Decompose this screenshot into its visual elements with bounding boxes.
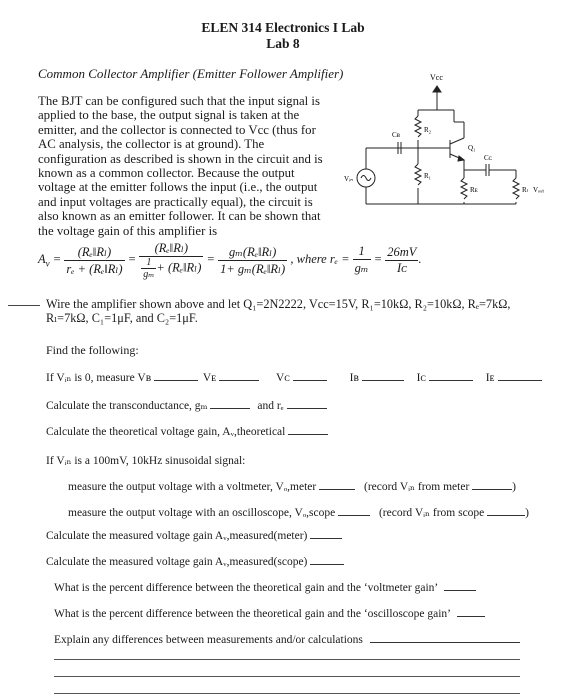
close-paren: ) bbox=[512, 481, 517, 493]
percent-diff-voltmeter-row bbox=[54, 582, 476, 594]
percent-diff-oscilloscope-question: What is the percent difference between the theoretical gain and the ‘oscilloscope gain’ bbox=[54, 608, 451, 620]
ve-label: Vᴇ bbox=[202, 372, 217, 384]
measured-gain-scope-row bbox=[46, 556, 344, 568]
answer-line[interactable] bbox=[54, 676, 520, 677]
vin-label: Vᵢₙ bbox=[344, 175, 353, 183]
re-question: and rₑ bbox=[257, 400, 284, 412]
voltage-gain-equation: $A_v$ = $\frac{\text{(Rₑ‖Rₗ)}}{\text{rₑ + (Rₑ‖Rₗ)}}$ = (Rₑ‖Rₗ) $\frac{1}{\text{gₘ}}$ + (Rₑ‖Rₗ) = $\frac{\text{gₘ(Rₑ‖Rₗ)}}{\text{1+ gₘ(Rₑ‖Rₗ)}}$ , where rₑ = $\frac{1}{\text{gₘ}}$ = $\frac{26mV}{\text{Iᴄ}}$ . bbox=[38, 241, 422, 280]
answer-line[interactable] bbox=[54, 659, 520, 660]
gain-subscript: v bbox=[45, 258, 50, 269]
one-over-gm-numerator: 1 bbox=[141, 257, 156, 269]
fraction-1 bbox=[64, 244, 124, 277]
intro-line: voltage at the emitter follows the input (i.e., the output bbox=[38, 180, 318, 195]
measured-gain-meter-blank[interactable] bbox=[310, 537, 342, 539]
re-fraction-1 bbox=[353, 244, 371, 276]
intro-line: AC analysis, the collector is at ground). The bbox=[38, 137, 265, 152]
vin-scope-record: (record Vᵢₙ from scope bbox=[378, 507, 485, 519]
percent-diff-voltmeter-blank[interactable] bbox=[444, 589, 476, 591]
explain-differences-question: Explain any differences between measurements and/or calculations bbox=[54, 634, 363, 646]
intro-line: emitter, and the collector is connected to Vcc (thus for bbox=[38, 122, 316, 137]
re-answer-blank[interactable] bbox=[287, 407, 327, 409]
vin-meter-record: (record Vᵢₙ from meter bbox=[363, 481, 470, 493]
intro-line: configuration as described is shown in the circuit and is bbox=[38, 151, 323, 166]
vc-label: Vᴄ bbox=[276, 372, 290, 384]
voltmeter-answer-blank[interactable] bbox=[319, 488, 355, 490]
re-label: Rᴇ bbox=[470, 186, 478, 194]
ie-answer-blank[interactable] bbox=[498, 379, 542, 381]
close-paren: ) bbox=[525, 507, 530, 519]
intro-line: and input voltages are practically equal), the circuit is bbox=[38, 194, 313, 209]
ic-answer-blank[interactable] bbox=[429, 379, 473, 381]
intro-line: applied to the base, the output signal is taken at the bbox=[38, 108, 300, 123]
oscilloscope-question: measure the output voltage with an oscilloscope, Vₒ,scope bbox=[68, 507, 336, 519]
fraction-1-numerator: (Rₑ‖Rₗ) bbox=[64, 244, 124, 261]
oscilloscope-answer-blank[interactable] bbox=[338, 514, 370, 516]
intro-line: also known as an emitter follower. It can be shown that bbox=[38, 209, 321, 224]
gain-symbol: A bbox=[38, 251, 46, 266]
explain-differences-row bbox=[54, 634, 520, 646]
gm-question: Calculate the transconductance, gₘ bbox=[46, 400, 208, 412]
measured-gain-scope-blank[interactable] bbox=[310, 563, 344, 565]
vcc-label: Vcc bbox=[430, 73, 443, 82]
voltmeter-row bbox=[68, 479, 516, 493]
vin-meter-blank[interactable] bbox=[472, 488, 512, 490]
intro-paragraph bbox=[38, 94, 323, 238]
wiring-instructions bbox=[46, 297, 510, 326]
vb-label: If Vᵢₙ is 0, measure Vʙ bbox=[46, 372, 152, 384]
lab-number: Lab 8 bbox=[266, 36, 300, 51]
intro-line: The BJT can be configured such that the input signal is bbox=[38, 94, 320, 108]
intro-line: the voltage gain of this amplifier is bbox=[38, 223, 218, 238]
instructions-line-1: Wire the amplifier shown above and let Q₁=2N2222, Vcc=15V, R₁=10kΩ, R₂=10kΩ, Rₑ=7kΩ, bbox=[46, 297, 511, 311]
re-fraction-1-numerator: 1 bbox=[353, 244, 371, 260]
theoretical-gain-question: Calculate the theoretical voltage gain, Aᵥ,theoretical bbox=[46, 426, 286, 438]
re-fraction-2-denominator: Iᴄ bbox=[396, 260, 407, 275]
q1-label: Q₁ bbox=[468, 144, 476, 152]
instructions-line-2: Rₗ=7kΩ, C₁=1μF, and C₂=1μF. bbox=[46, 311, 198, 326]
ie-label: Iᴇ bbox=[485, 372, 495, 384]
re-fraction-2-numerator: 26mV bbox=[387, 244, 417, 259]
one-over-gm-denominator: gₘ bbox=[143, 269, 155, 280]
r1-label: R₁ bbox=[424, 172, 432, 180]
percent-diff-voltmeter-question: What is the percent difference between the theoretical gain and the ‘voltmeter gain’ bbox=[54, 582, 438, 594]
re-fraction-2 bbox=[385, 245, 418, 276]
cb-label: Cʙ bbox=[392, 131, 400, 139]
vb-answer-blank[interactable] bbox=[154, 379, 198, 381]
fraction-2 bbox=[139, 240, 203, 280]
fraction-3-denominator: 1+ gₘ(Rₑ‖Rₗ) bbox=[220, 261, 286, 276]
transconductance-row bbox=[46, 398, 327, 412]
fraction-1-denominator: rₑ + (Rₑ‖Rₗ) bbox=[66, 261, 123, 276]
theoretical-gain-row bbox=[46, 426, 328, 438]
ic-label: Iᴄ bbox=[416, 372, 426, 384]
rl-label: Rₗ bbox=[522, 186, 528, 194]
document-title: ELEN 314 Electronics I Lab bbox=[201, 20, 365, 35]
percent-diff-oscilloscope-blank[interactable] bbox=[457, 615, 485, 617]
gm-answer-blank[interactable] bbox=[210, 407, 250, 409]
vout-label: Vₒᵤₜ bbox=[533, 186, 545, 194]
explain-answer-blank[interactable] bbox=[370, 641, 520, 643]
separator-line bbox=[8, 305, 40, 306]
r2-label: R₂ bbox=[424, 126, 432, 134]
intro-line: known as a common collector. Because the output bbox=[38, 166, 295, 181]
fraction-2-denominator-tail: + (Rₑ‖Rₗ) bbox=[156, 260, 202, 275]
percent-diff-oscilloscope-row bbox=[54, 608, 485, 620]
fraction-3-numerator: gₘ(Rₑ‖Rₗ) bbox=[218, 244, 287, 261]
fraction-2-numerator: (Rₑ‖Rₗ) bbox=[139, 240, 203, 257]
common-collector-circuit bbox=[326, 66, 558, 218]
fraction-3 bbox=[218, 244, 287, 277]
ib-label: Iʙ bbox=[349, 372, 359, 384]
oscilloscope-row bbox=[68, 505, 529, 519]
answer-line[interactable] bbox=[54, 693, 520, 694]
vin-scope-blank[interactable] bbox=[487, 514, 525, 516]
cc-label: Cᴄ bbox=[484, 154, 493, 162]
voltmeter-question: measure the output voltage with a voltmeter, Vₒ,meter bbox=[68, 481, 317, 493]
find-heading: Find the following: bbox=[46, 343, 139, 357]
measured-gain-meter-row bbox=[46, 530, 342, 542]
ve-answer-blank[interactable] bbox=[219, 379, 259, 381]
where-clause: , where rₑ = bbox=[290, 251, 350, 266]
re-fraction-1-denominator: gₘ bbox=[354, 261, 369, 275]
measured-gain-meter-question: Calculate the measured voltage gain Aᵥ,measured(meter) bbox=[46, 530, 308, 542]
vc-answer-blank[interactable] bbox=[293, 379, 327, 381]
fraction-2-denominator bbox=[139, 257, 203, 280]
section-title: Common Collector Amplifier (Emitter Follower Amplifier) bbox=[38, 66, 344, 81]
dc-measurements-row bbox=[46, 370, 542, 384]
ib-answer-blank[interactable] bbox=[362, 379, 404, 381]
measured-gain-scope-question: Calculate the measured voltage gain Aᵥ,measured(scope) bbox=[46, 556, 308, 568]
theoretical-gain-blank[interactable] bbox=[288, 433, 328, 435]
sinusoidal-heading: If Vᵢₙ is a 100mV, 10kHz sinusoidal signal: bbox=[46, 455, 246, 467]
one-over-gm bbox=[141, 257, 156, 280]
